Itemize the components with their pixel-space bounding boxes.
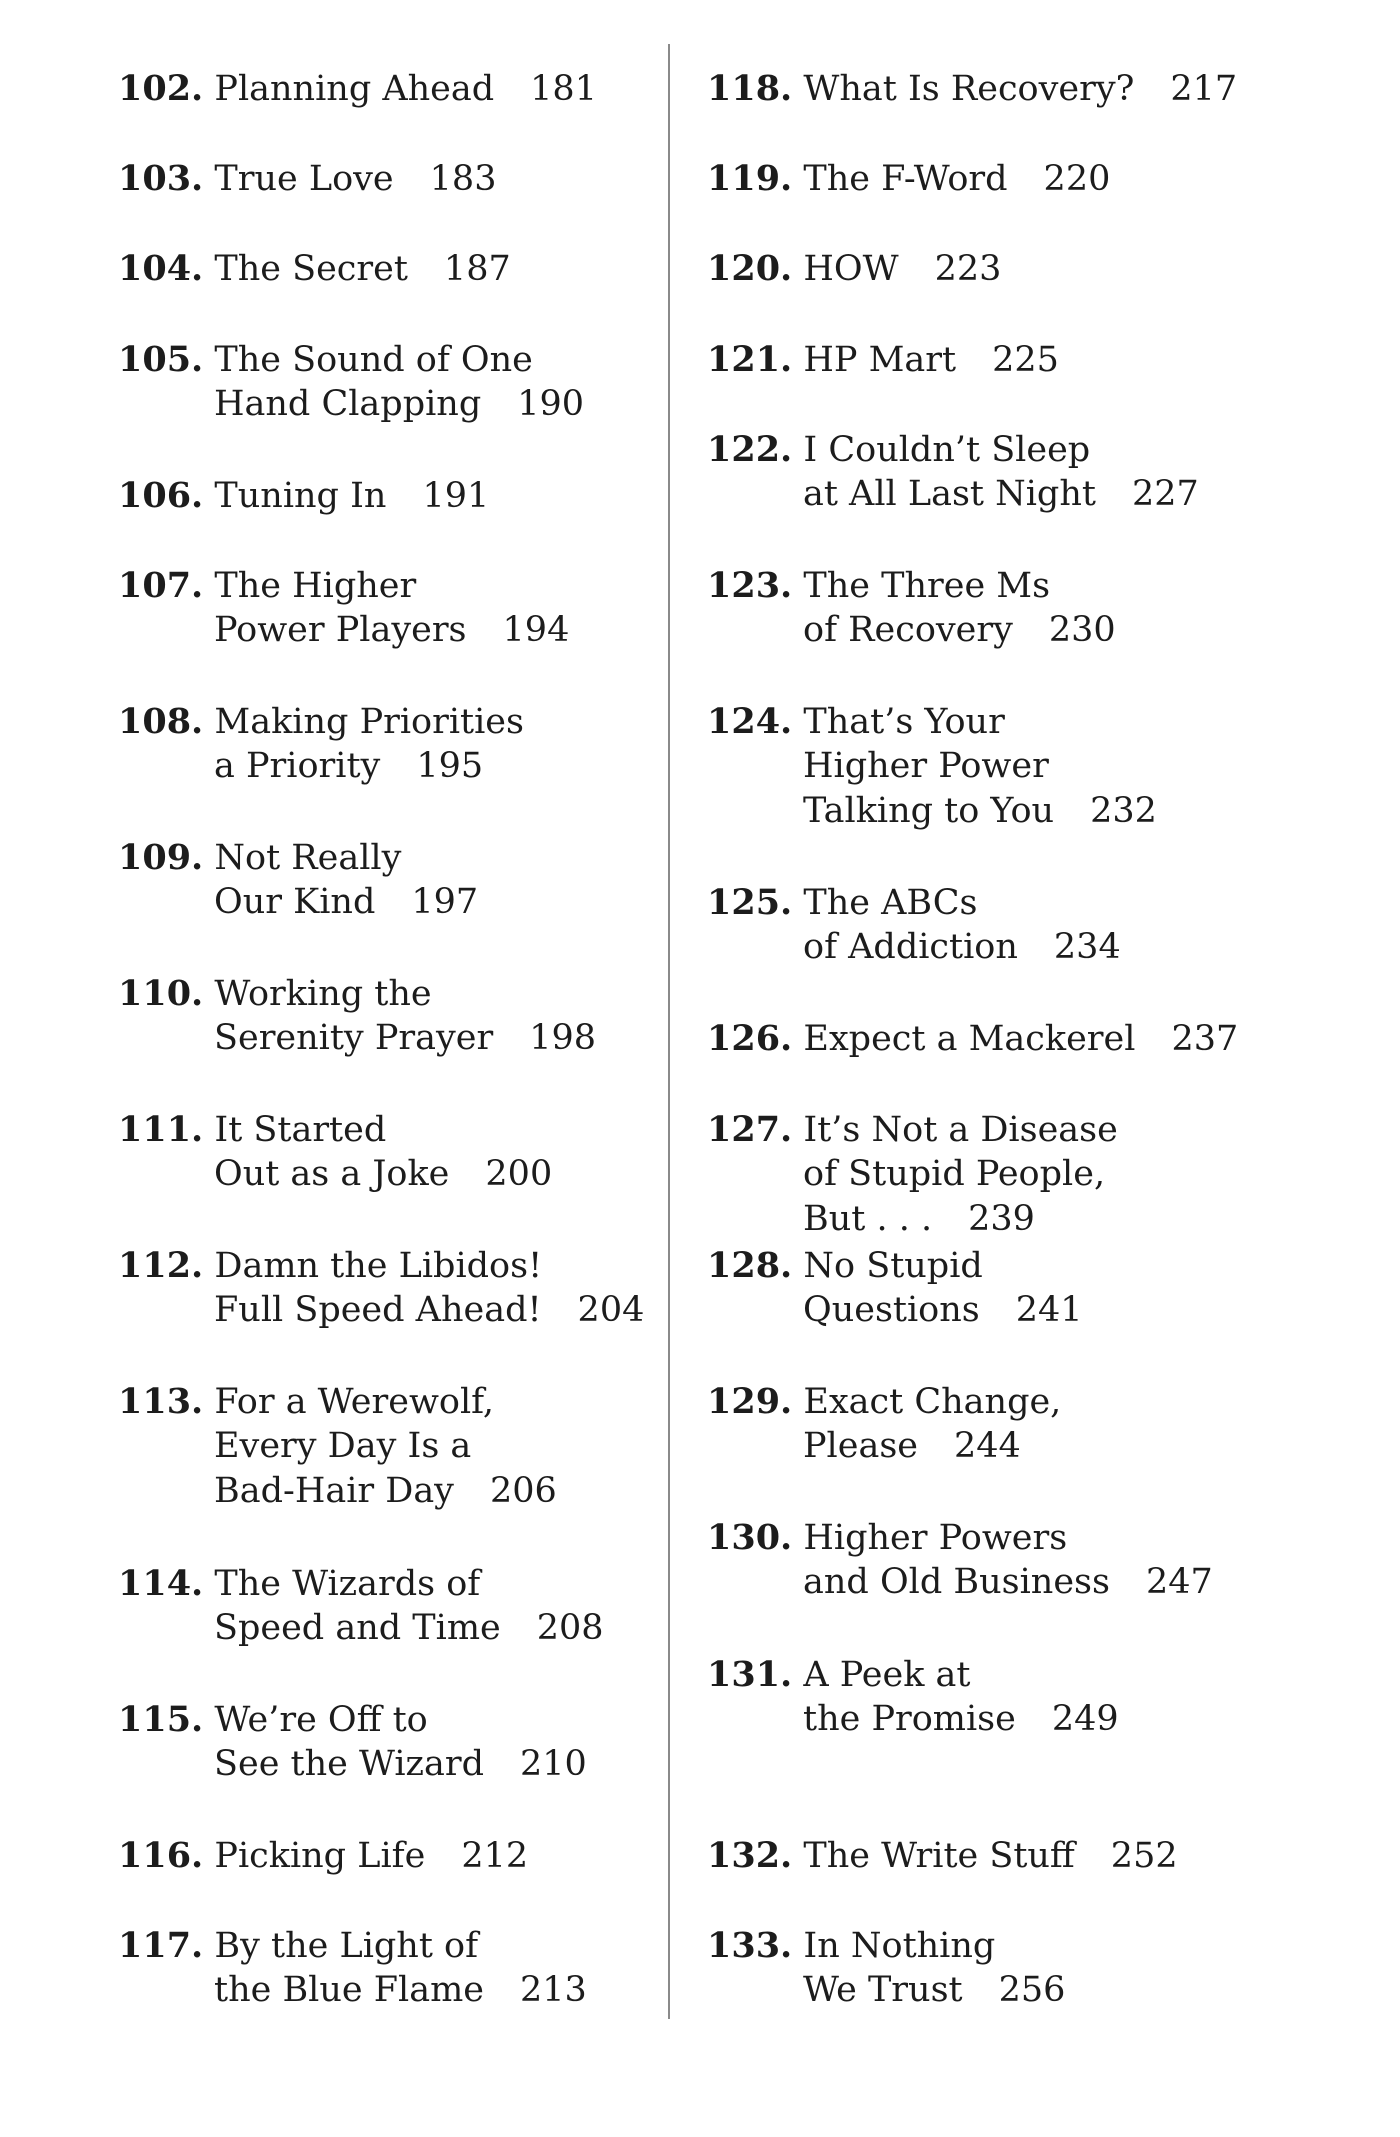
- toc-entry-line: [118, 1697, 587, 1742]
- toc-entry-line: [118, 835, 478, 880]
- toc-entry-line: [118, 1968, 587, 2013]
- toc-entry-title: True Love: [214, 159, 394, 199]
- toc-entry-number: 128.: [707, 1245, 793, 1286]
- toc-entry-line: [707, 744, 1157, 789]
- toc-entry-number: 106.: [118, 475, 204, 516]
- toc-entry-line: [707, 1424, 1061, 1469]
- toc-entry-number: 119.: [707, 158, 793, 199]
- toc-entry-line: [118, 880, 478, 925]
- toc-entry-title: I Couldn’t Sleep: [803, 430, 1091, 470]
- toc-entry-line: [707, 1152, 1118, 1197]
- toc-entry-number: 111.: [118, 1109, 204, 1150]
- toc-entry-title: HOW: [803, 249, 899, 289]
- toc-entry-title: Not Really: [214, 838, 402, 878]
- toc-entry-number: 107.: [118, 565, 204, 606]
- toc-entry-page: 183: [429, 159, 497, 199]
- toc-entry-page: 204: [577, 1290, 645, 1330]
- toc-entry-line: [707, 337, 1059, 382]
- toc-entry-title: We’re Off to: [214, 1700, 428, 1740]
- toc-entry-line: [707, 699, 1157, 744]
- toc-entry-title: The F-Word: [803, 159, 1008, 199]
- toc-entry-number: 124.: [707, 701, 793, 742]
- toc-entry-title: the Promise: [803, 1699, 1016, 1739]
- toc-entry: [118, 1923, 587, 2013]
- toc-entry: [707, 699, 1157, 834]
- toc-entry-page: 191: [422, 476, 490, 516]
- toc-entry-title: See the Wizard: [214, 1744, 484, 1784]
- toc-entry-title: The Higher: [214, 566, 417, 606]
- toc-entry-line: [707, 1515, 1213, 1560]
- toc-entry-number: 120.: [707, 248, 793, 289]
- toc-entry-title: Our Kind: [214, 882, 376, 922]
- toc-entry-page: 256: [998, 1970, 1066, 2010]
- column-divider: [668, 44, 670, 2019]
- toc-entry-page: 190: [517, 384, 585, 424]
- toc-entry-page: 241: [1015, 1290, 1083, 1330]
- toc-entry-number: 122.: [707, 429, 793, 470]
- toc-entry: [118, 1561, 604, 1651]
- toc-entry-title: That’s Your: [803, 702, 1005, 742]
- toc-entry-title: Please: [803, 1426, 918, 1466]
- toc-entry-title: It Started: [214, 1110, 387, 1150]
- toc-entry-line: [118, 699, 524, 744]
- toc-entry-title: a Priority: [214, 746, 381, 786]
- toc-entry: [707, 880, 1121, 970]
- toc-entry-line: [118, 1469, 557, 1514]
- toc-entry-line: [707, 1833, 1178, 1878]
- toc-entry: [118, 473, 489, 518]
- toc-entry-number: 123.: [707, 565, 793, 606]
- toc-entry-number: 130.: [707, 1517, 793, 1558]
- toc-entry-title: Working the: [214, 974, 432, 1014]
- toc-entry: [707, 1107, 1118, 1242]
- toc-entry-title: It’s Not a Disease: [803, 1110, 1118, 1150]
- toc-entry: [707, 563, 1116, 653]
- toc-entry-line: [707, 789, 1157, 834]
- toc-entry-line: [707, 925, 1121, 970]
- toc-entry-line: [707, 156, 1110, 201]
- toc-entry-line: [118, 1107, 552, 1152]
- toc-entry-line: [707, 880, 1121, 925]
- toc-entry: [118, 1379, 557, 1514]
- toc-entry-number: 112.: [118, 1245, 204, 1286]
- toc-entry-number: 105.: [118, 339, 204, 380]
- toc-entry-title: The Write Stuff: [803, 1836, 1075, 1876]
- toc-entry: [707, 337, 1059, 382]
- toc-entry-line: [707, 1107, 1118, 1152]
- toc-entry-number: 102.: [118, 68, 204, 109]
- toc-entry-title: But . . .: [803, 1199, 933, 1239]
- toc-entry-line: [118, 1923, 587, 1968]
- toc-entry-title: the Blue Flame: [214, 1970, 484, 2010]
- toc-entry-page: 223: [934, 249, 1002, 289]
- toc-entry-number: 132.: [707, 1835, 793, 1876]
- toc-entry-line: [118, 1016, 596, 1061]
- toc-entry-number: 116.: [118, 1835, 204, 1876]
- toc-entry-number: 125.: [707, 882, 793, 923]
- toc-entry-line: [118, 1833, 528, 1878]
- toc-entry-page: 212: [461, 1836, 529, 1876]
- toc-entry-title: A Peek at: [803, 1655, 971, 1695]
- toc-entry: [707, 1243, 1083, 1333]
- toc-entry-line: [118, 1424, 557, 1469]
- toc-entry-page: 181: [530, 69, 597, 109]
- toc-entry-page: 194: [502, 610, 570, 650]
- toc-entry-title: Speed and Time: [214, 1608, 501, 1648]
- toc-entry-line: [707, 1652, 1119, 1697]
- toc-entry-number: 109.: [118, 837, 204, 878]
- toc-entry-line: [118, 473, 489, 518]
- toc-entry-title: By the Light of: [214, 1926, 479, 1966]
- toc-entry-line: [118, 608, 569, 653]
- toc-entry-title: Talking to You: [803, 791, 1055, 831]
- toc-entry: [707, 1652, 1119, 1742]
- toc-entry-line: [707, 1968, 1065, 2013]
- toc-entry-title: and Old Business: [803, 1562, 1110, 1602]
- toc-entry-title: Higher Power: [803, 746, 1049, 786]
- toc-entry-line: [118, 563, 569, 608]
- toc-entry-number: 117.: [118, 1925, 204, 1966]
- toc-entry: [118, 835, 478, 925]
- toc-entry-line: [707, 563, 1116, 608]
- toc-entry: [118, 1833, 528, 1878]
- toc-entry: [707, 246, 1001, 291]
- toc-entry-number: 108.: [118, 701, 204, 742]
- toc-entry-page: 232: [1090, 791, 1157, 831]
- toc-entry: [118, 563, 569, 653]
- toc-entry-number: 114.: [118, 1563, 204, 1604]
- toc-entry-title: Questions: [803, 1290, 980, 1330]
- toc-entry-line: [707, 66, 1237, 111]
- toc-entry-title: The Three Ms: [803, 566, 1051, 606]
- toc-entry-number: 127.: [707, 1109, 793, 1150]
- toc-entry-title: Bad-Hair Day: [214, 1471, 454, 1511]
- toc-entry-title: We Trust: [803, 1970, 963, 2010]
- toc-entry-title: Exact Change,: [803, 1382, 1062, 1422]
- toc-entry-page: 230: [1048, 610, 1116, 650]
- toc-entry-page: 200: [485, 1154, 553, 1194]
- toc-entry-line: [118, 337, 584, 382]
- toc-entry-line: [118, 1379, 557, 1424]
- toc-entry-page: 198: [529, 1018, 597, 1058]
- toc-entry-title: at All Last Night: [803, 474, 1096, 514]
- toc-entry-page: 234: [1053, 927, 1121, 967]
- toc-entry-title: Every Day Is a: [214, 1426, 472, 1466]
- toc-entry-title: The ABCs: [803, 883, 978, 923]
- toc-entry-page: 225: [992, 340, 1059, 380]
- toc-entry-number: 103.: [118, 158, 204, 199]
- toc-entry-line: [118, 1288, 644, 1333]
- toc-entry-title: Serenity Prayer: [214, 1018, 494, 1058]
- toc-entry-page: 208: [536, 1608, 604, 1648]
- toc-entry-title: Higher Powers: [803, 1518, 1068, 1558]
- toc-entry-title: The Sound of One: [214, 340, 533, 380]
- toc-entry-page: 247: [1145, 1562, 1213, 1602]
- toc-entry-title: In Nothing: [803, 1926, 996, 1966]
- toc-entry-page: 210: [519, 1744, 587, 1784]
- toc-entry-page: 237: [1171, 1019, 1239, 1059]
- toc-entry-number: 133.: [707, 1925, 793, 1966]
- toc-entry-title: For a Werewolf,: [214, 1382, 495, 1422]
- toc-entry-title: of Stupid People,: [803, 1154, 1106, 1194]
- toc-entry-line: [118, 971, 596, 1016]
- toc-entry-page: 206: [489, 1471, 557, 1511]
- toc-entry-line: [707, 1560, 1213, 1605]
- toc-entry: [707, 1379, 1061, 1469]
- toc-entry-line: [707, 472, 1199, 517]
- toc-entry: [707, 66, 1237, 111]
- toc-entry-number: 113.: [118, 1381, 204, 1422]
- toc-entry: [707, 427, 1199, 517]
- toc-entry-line: [118, 1152, 552, 1197]
- toc-entry: [707, 1016, 1238, 1061]
- toc-entry: [118, 1107, 552, 1197]
- toc-entry-title: of Addiction: [803, 927, 1018, 967]
- toc-entry-line: [118, 1742, 587, 1787]
- toc-entry-page: 227: [1131, 474, 1199, 514]
- toc-entry-page: 249: [1051, 1699, 1119, 1739]
- toc-entry-page: 244: [954, 1426, 1021, 1466]
- toc-entry-line: [707, 246, 1001, 291]
- toc-entry-line: [118, 382, 584, 427]
- toc-entry-title: What Is Recovery?: [803, 69, 1135, 109]
- toc-entry-number: 118.: [707, 68, 793, 109]
- toc-entry: [118, 971, 596, 1061]
- toc-entry-line: [118, 156, 496, 201]
- toc-entry-line: [707, 1379, 1061, 1424]
- toc-entry-line: [707, 1197, 1118, 1242]
- toc-entry-page: 197: [411, 882, 479, 922]
- toc-entry-title: Picking Life: [214, 1836, 426, 1876]
- toc-entry-line: [118, 1243, 644, 1288]
- toc-entry: [118, 246, 511, 291]
- toc-entry-line: [118, 66, 597, 111]
- toc-entry: [118, 337, 584, 427]
- toc-entry-page: 217: [1170, 69, 1238, 109]
- toc-entry-title: of Recovery: [803, 610, 1013, 650]
- toc-entry-title: Planning Ahead: [214, 69, 495, 109]
- toc-entry-page: 195: [416, 746, 484, 786]
- toc-entry-number: 129.: [707, 1381, 793, 1422]
- toc-entry-page: 239: [968, 1199, 1035, 1239]
- toc-entry-line: [707, 427, 1199, 472]
- toc-entry-number: 110.: [118, 973, 204, 1014]
- toc-entry-line: [707, 1243, 1083, 1288]
- toc-entry-title: Hand Clapping: [214, 384, 482, 424]
- toc-entry-line: [118, 246, 511, 291]
- toc-entry-title: HP Mart: [803, 340, 957, 380]
- toc-entry-line: [118, 1606, 604, 1651]
- toc-entry-page: 213: [520, 1970, 587, 2010]
- toc-entry-title: Tuning In: [214, 476, 387, 516]
- toc-entry-line: [707, 608, 1116, 653]
- toc-entry-title: The Wizards of: [214, 1564, 481, 1604]
- toc-entry-number: 121.: [707, 339, 793, 380]
- toc-entry-page: 187: [443, 249, 511, 289]
- toc-entry-title: No Stupid: [803, 1246, 983, 1286]
- toc-entry-line: [707, 1016, 1238, 1061]
- toc-entry-title: Power Players: [214, 610, 467, 650]
- toc-entry-title: The Secret: [214, 249, 408, 289]
- toc-entry-title: Damn the Libidos!: [214, 1246, 543, 1286]
- toc-entry-line: [707, 1697, 1119, 1742]
- toc-entry: [118, 66, 597, 111]
- toc-entry: [707, 156, 1110, 201]
- toc-entry-page: 220: [1043, 159, 1111, 199]
- toc-entry-line: [707, 1923, 1065, 1968]
- toc-entry-number: 115.: [118, 1699, 204, 1740]
- toc-entry: [707, 1833, 1178, 1878]
- toc-entry: [707, 1923, 1065, 2013]
- toc-entry-title: Full Speed Ahead!: [214, 1290, 542, 1330]
- toc-entry-line: [707, 1288, 1083, 1333]
- toc-entry: [707, 1515, 1213, 1605]
- toc-entry-number: 126.: [707, 1018, 793, 1059]
- toc-entry-title: Making Priorities: [214, 702, 524, 742]
- toc-entry-number: 104.: [118, 248, 204, 289]
- toc-entry-number: 131.: [707, 1654, 793, 1695]
- toc-entry-line: [118, 744, 524, 789]
- toc-entry: [118, 1243, 644, 1333]
- toc-entry-page: 252: [1110, 1836, 1178, 1876]
- toc-entry: [118, 156, 496, 201]
- toc-entry-title: Expect a Mackerel: [803, 1019, 1136, 1059]
- toc-entry-title: Out as a Joke: [214, 1154, 450, 1194]
- toc-entry: [118, 1697, 587, 1787]
- toc-entry-line: [118, 1561, 604, 1606]
- toc-entry: [118, 699, 524, 789]
